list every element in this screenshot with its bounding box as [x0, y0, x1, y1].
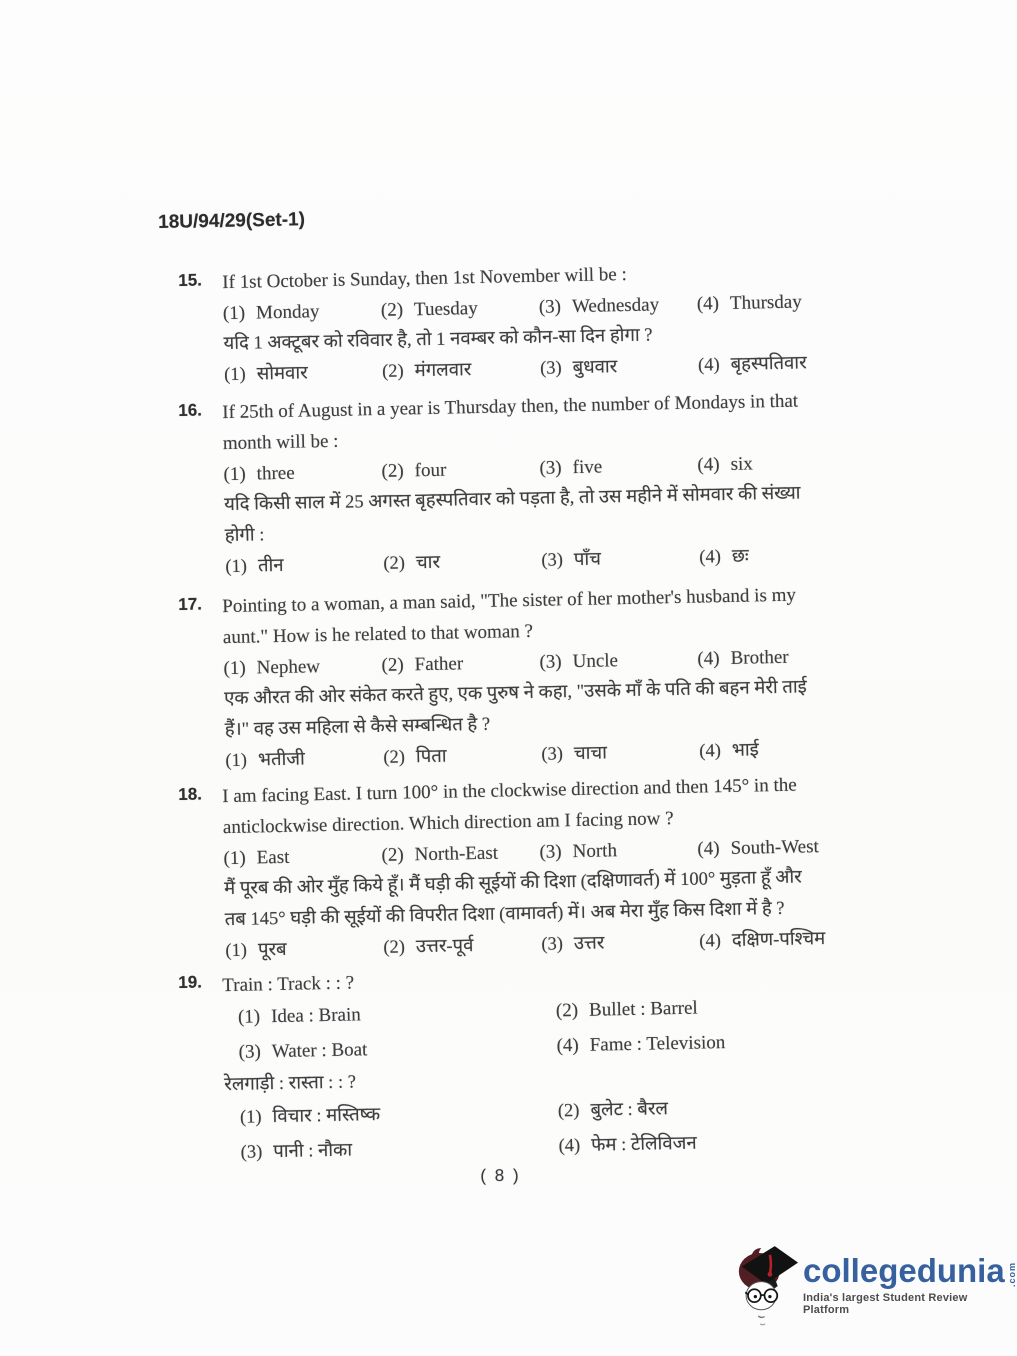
option	[697, 640, 892, 675]
option	[223, 456, 382, 490]
option-text: फेम : टेलिविजन	[590, 1133, 697, 1156]
option	[381, 453, 540, 487]
option-number: (1)	[222, 302, 246, 325]
option-text: विचार : मस्तिष्क	[272, 1104, 381, 1128]
option-text: five	[572, 456, 603, 479]
question-text-en: I am facing East. I turn 100° in the clockwise direction and then 145° in the	[222, 774, 797, 808]
question-text-en: aunt." How is he related to that woman ?	[222, 620, 534, 649]
option	[558, 1124, 894, 1163]
option	[381, 292, 540, 326]
option-text: North	[572, 840, 618, 863]
option-number: (3)	[539, 457, 562, 479]
option-number: (1)	[223, 847, 246, 870]
option	[698, 347, 893, 382]
question-text-hi: एक औरत की ओर संकेत करते हुए, एक पुरुष ने कहा, "उसके माँ के पति की बहन मेरी ताई	[223, 677, 807, 710]
option-text: North-East	[414, 842, 499, 866]
option	[539, 289, 698, 323]
question-text-en: anticlockwise direction. Which direction am I facing now ?	[222, 808, 674, 839]
option-text: पिता	[415, 746, 447, 768]
option-number: (4)	[697, 454, 720, 476]
option-number: (1)	[225, 556, 248, 578]
option-text: छः	[731, 546, 749, 567]
option-number: (4)	[697, 648, 720, 670]
option-text: तीन	[257, 555, 284, 577]
option-text: East	[256, 846, 290, 869]
option-number: (1)	[223, 364, 246, 386]
option-number: (4)	[699, 931, 722, 952]
option-number: (2)	[381, 361, 404, 382]
option-number: (1)	[239, 1107, 262, 1128]
option-number: (3)	[240, 1142, 263, 1163]
option-text: Bullet : Barrel	[588, 997, 698, 1021]
option-number: (2)	[381, 844, 404, 866]
option-text: four	[414, 459, 447, 482]
question-19	[178, 956, 894, 1170]
option	[225, 1095, 559, 1134]
option-number: (1)	[223, 463, 246, 486]
option-number: (1)	[223, 657, 246, 680]
option	[381, 647, 540, 681]
option-number: (1)	[225, 750, 248, 772]
option	[225, 933, 384, 967]
option-number: (3)	[541, 550, 564, 571]
option-number: (4)	[558, 1135, 581, 1157]
question-text-hi: हैं।" वह उस महिला से कैसे सम्बन्धित है ?	[224, 714, 491, 741]
option-number: (3)	[539, 841, 562, 863]
question-text-en: month will be :	[222, 430, 339, 455]
option-number: (1)	[225, 940, 248, 962]
option-text: पाँच	[573, 549, 602, 571]
logo-brand-text: collegedunia	[803, 1252, 1005, 1289]
option-text: Idea : Brain	[270, 1004, 361, 1028]
option-text: Wednesday	[571, 294, 660, 318]
option-number: (4)	[556, 1034, 579, 1057]
option-text: Tuesday	[413, 297, 478, 321]
option	[697, 830, 892, 865]
option-text: भाई	[731, 740, 759, 761]
option-number: (2)	[383, 937, 406, 958]
collegedunia-logo	[734, 1240, 1017, 1335]
question-number: 16.	[178, 400, 203, 420]
collegedunia-mascot-icon	[734, 1240, 800, 1335]
option	[383, 740, 542, 774]
option-text: चार	[415, 552, 441, 574]
question-16	[178, 384, 894, 584]
question-text-hi: यदि किसी साल में 25 अगस्त बृहस्पतिवार को पड़ता है, तो उस महीने में सोमवार की संख्या	[223, 483, 801, 516]
option	[556, 989, 892, 1028]
option-text: सोमवार	[256, 363, 308, 385]
option	[383, 930, 542, 964]
question-number: 15.	[178, 270, 203, 290]
option-text: बुधवार	[572, 357, 618, 379]
question-text-hi: तब 145° घड़ी की सूईयों की विपरीत दिशा (वामावर्त) में। अब मेरा मुँह किस दिशा में है ?	[224, 898, 785, 931]
question-number: 17.	[178, 594, 203, 614]
option-number: (2)	[381, 654, 404, 676]
option	[539, 834, 698, 868]
option-text: Water : Boat	[271, 1039, 368, 1063]
option	[699, 539, 894, 574]
option-text: बुलेट : बैरल	[590, 1099, 669, 1121]
logo-text-block	[803, 1253, 1017, 1316]
option-text: three	[256, 462, 295, 485]
option-number: (3)	[538, 296, 562, 318]
option-number: (3)	[539, 651, 562, 673]
option	[699, 733, 894, 768]
option	[556, 1024, 892, 1063]
option-number: (3)	[238, 1041, 262, 1063]
option	[697, 446, 892, 481]
option	[541, 927, 700, 961]
option-text: Uncle	[572, 650, 619, 673]
option-number: (2)	[380, 299, 404, 321]
option-text: six	[730, 453, 753, 475]
option	[223, 840, 382, 874]
option	[697, 285, 892, 320]
option	[225, 1130, 559, 1169]
option	[539, 450, 698, 484]
option-number: (2)	[555, 999, 579, 1022]
option	[223, 995, 557, 1034]
option-number: (2)	[383, 553, 406, 574]
option-text: Nephew	[256, 656, 321, 679]
option-text: बृहस्पतिवार	[730, 353, 807, 375]
option-number: (4)	[699, 741, 722, 762]
option-text: Fame : Television	[589, 1032, 726, 1056]
option-text: दक्षिण-पश्चिम	[731, 929, 826, 951]
option-number: (4)	[699, 547, 722, 568]
question-text-en: Pointing to a woman, a man said, "The sister of her mother's husband is my	[222, 584, 797, 618]
question-number: 19.	[178, 972, 203, 992]
question-text-en: Train : Track : : ?	[222, 972, 355, 997]
question-18	[178, 768, 894, 968]
option	[541, 543, 700, 577]
option-text: South-West	[730, 836, 819, 859]
option	[541, 737, 700, 771]
options-grid-hi	[225, 1089, 894, 1169]
option	[382, 354, 541, 388]
option-text: Father	[414, 653, 464, 676]
option-text: Thursday	[729, 291, 802, 314]
question-text-en: If 25th of August in a year is Thursday then, the number of Mondays in that	[222, 390, 799, 424]
option	[225, 549, 384, 583]
option-number: (3)	[539, 358, 562, 379]
option	[539, 644, 698, 678]
question-text-en: If 1st October is Sunday, then 1st November will be :	[222, 263, 627, 294]
option-number: (3)	[541, 934, 564, 955]
paper-code: 18U/94/29(Set-1)	[158, 209, 306, 233]
option-number: (1)	[237, 1006, 261, 1028]
question-text-hi: यदि 1 अक्टूबर को रविवार है, तो 1 नवम्बर को कौन-सा दिन होगा ?	[223, 325, 653, 355]
option	[223, 650, 382, 684]
question-text-hi: रेलगाड़ी : रास्ता : : ?	[224, 1072, 357, 1096]
question-text-hi: मैं पूरब की ओर मुँह किये हूँ। मैं घड़ी की सूईयों की दिशा (दक्षिणावर्त) में 100° मुड़ता हूँ और	[223, 867, 802, 900]
question-text-hi: होगी :	[224, 525, 265, 547]
question-15	[178, 254, 892, 392]
logo-domain-suffix: .com	[1006, 1261, 1017, 1287]
option-number: (2)	[383, 747, 406, 768]
option-number: (2)	[381, 460, 404, 482]
question-17	[178, 578, 894, 778]
option	[383, 546, 542, 580]
option-text: Brother	[730, 646, 789, 669]
option	[225, 743, 384, 777]
options-grid-en	[223, 989, 892, 1069]
option	[381, 837, 540, 871]
option-number: (4)	[697, 355, 720, 376]
question-number: 18.	[178, 784, 203, 804]
option-text: Monday	[255, 301, 320, 324]
page-number: ( 8 )	[480, 1165, 521, 1186]
option	[699, 923, 894, 958]
option	[540, 351, 699, 385]
option-text: पूरब	[257, 939, 287, 961]
option-text: उत्तर-पूर्व	[415, 936, 474, 958]
option-number: (2)	[557, 1100, 580, 1122]
option	[558, 1089, 894, 1128]
option-text: मंगलवार	[414, 360, 472, 382]
option-number: (4)	[696, 293, 720, 315]
option	[224, 357, 383, 391]
option	[223, 295, 382, 329]
logo-tagline: India's largest Student Review Platform	[803, 1292, 968, 1316]
option	[223, 1030, 557, 1069]
option-number: (4)	[697, 838, 720, 860]
option-text: पानी : नौका	[273, 1140, 353, 1163]
option-number: (3)	[541, 744, 564, 765]
option-text: चाचा	[573, 743, 608, 765]
option-text: भतीजी	[257, 749, 306, 771]
option-text: उत्तर	[573, 933, 605, 955]
